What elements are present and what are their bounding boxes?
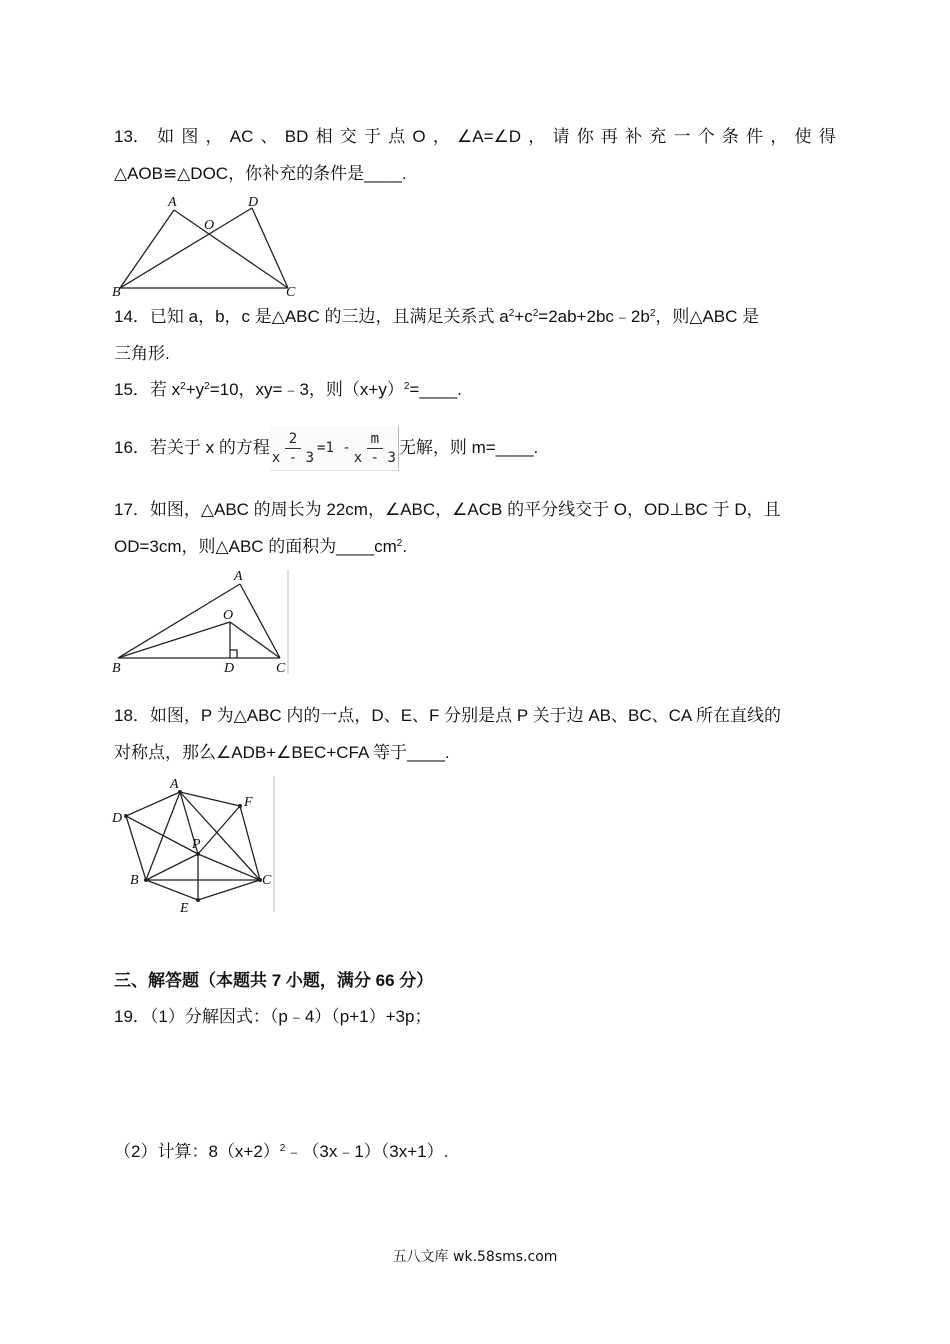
q16-line	[114, 426, 538, 471]
q13-line1-part: 使	[794, 127, 812, 146]
q13-line1-part: AC	[229, 127, 254, 146]
q18-label-e: E	[180, 901, 189, 914]
q14-text-a: 14．已知 a，b，c 是△ABC 的三边，且满足关系式 a	[114, 307, 509, 326]
q16-equation-image	[270, 426, 399, 471]
q13-line1-part: ，	[770, 127, 788, 146]
q14-text-d: ，则△ABC 是	[655, 307, 760, 326]
q17-sup: 2	[396, 538, 403, 549]
q13-line1-part: 件	[746, 127, 764, 146]
q17-label-b: B	[112, 661, 121, 676]
q15-sup1: 2	[180, 381, 186, 392]
q18-label-d: D	[112, 811, 123, 826]
q13-line1-part: 图	[181, 127, 199, 146]
q18-figure	[110, 772, 280, 914]
q16-frac1-num: 2	[285, 430, 301, 449]
q13-label-d: D	[248, 195, 259, 210]
q14-text-c: =2ab+2bc﹣2b	[538, 307, 650, 326]
q15-sup3: 2	[403, 381, 410, 392]
q18-line2: 对称点，那么∠ADB+∠BEC+CFA 等于____.	[114, 743, 450, 762]
q16-text-a: 16．若关于 x 的方程	[114, 438, 270, 457]
q13-line1-part: 如	[157, 127, 175, 146]
q14-sup3: 2	[649, 308, 656, 319]
q17-label-d: D	[224, 661, 235, 676]
q13-line1	[114, 126, 836, 148]
q15-text-a: 15．若 x	[114, 380, 181, 399]
q13-label-a: A	[168, 195, 177, 210]
q13-line1-part: 充	[649, 127, 667, 146]
q17-text-b: .	[402, 537, 408, 556]
q13-line1-part: 相	[315, 127, 333, 146]
footer-watermark: 五八文库 wk.58sms.com	[392, 1249, 558, 1265]
q13-line1-part: 请	[552, 127, 570, 146]
q19-part2-sup: 2	[279, 1143, 286, 1154]
q17-line1: 17．如图，△ABC 的周长为 22cm，∠ABC，∠ACB 的平分线交于 O，OD⊥BC 于 D，且	[114, 500, 781, 519]
section3-heading: 三、解答题（本题共 7 小题，满分 66 分）	[114, 971, 434, 990]
q13-line1-part: O	[412, 127, 426, 146]
q13-line1-part: 得	[818, 127, 836, 146]
q13-label-o: O	[204, 218, 215, 233]
q15-text-d: =____.	[409, 380, 462, 399]
q15-line	[114, 379, 462, 401]
q13-line1-part: 点	[388, 127, 406, 146]
q16-fraction-2	[354, 430, 396, 467]
q17-label-c: C	[276, 661, 286, 676]
q13-line1-part: 条	[721, 127, 739, 146]
q14-line2: 三角形.	[114, 344, 170, 363]
q13-line1-part: ，	[432, 127, 450, 146]
q17-label-o: O	[223, 608, 234, 623]
q17-figure	[110, 566, 292, 676]
q13-line2: △AOB≌△DOC，你补充的条件是____.	[114, 164, 407, 183]
q19-part2-text-b: ﹣（3x﹣1）（3x+1）.	[285, 1142, 449, 1161]
q16-mid: =1 -	[317, 440, 351, 457]
q18-label-a: A	[170, 777, 179, 792]
q15-text-c: =10，xy=﹣3，则（x+y）	[209, 380, 404, 399]
q18-label-c: C	[262, 873, 272, 888]
q13-figure	[110, 192, 305, 300]
q17-line2	[114, 536, 407, 558]
q16-text-b: 无解，则 m=____.	[398, 438, 539, 457]
q13-line1-part: 再	[600, 127, 618, 146]
q14-sup2: 2	[532, 308, 539, 319]
q13-line1-part: 你	[576, 127, 594, 146]
q13-line1-part: 一	[673, 127, 691, 146]
q17-text-a: OD=3cm，则△ABC 的面积为____cm	[114, 537, 397, 556]
q13-line1-part: ，	[205, 127, 223, 146]
q14-sup1: 2	[508, 308, 515, 319]
q18-label-f: F	[244, 795, 253, 810]
q14-text-b: +c	[514, 307, 533, 326]
q13-line1-part: ，	[528, 127, 546, 146]
q19-part2	[114, 1141, 448, 1163]
q13-line1-part: BD	[284, 127, 309, 146]
q13-line1-part: 13．	[114, 127, 150, 146]
q13-line1-part: ∠A=∠D	[457, 127, 522, 146]
q17-label-a: A	[234, 569, 243, 584]
q19-part2-text-a: （2）计算：8（x+2）	[114, 1142, 280, 1161]
q13-line1-part: 补	[625, 127, 643, 146]
q16-fraction-1	[272, 430, 314, 467]
q14-line1	[114, 306, 759, 328]
q16-frac2-den: x - 3	[353, 449, 396, 466]
q15-sup2: 2	[204, 381, 210, 392]
q19-part1: 19．（1）分解因式：（p﹣4）（p+1）+3p；	[114, 1007, 432, 1026]
q18-line1: 18．如图，P 为△ABC 内的一点，D、E、F 分别是点 P 关于边 AB、BC、CA 所在直线的	[114, 706, 782, 725]
q16-frac1-den: x - 3	[271, 449, 315, 466]
q13-line1-part: 交	[339, 127, 357, 146]
q18-label-b: B	[130, 873, 139, 888]
q16-frac2-num: m	[367, 430, 383, 449]
q13-line1-part: 个	[697, 127, 715, 146]
q13-line1-part: 、	[260, 127, 278, 146]
q13-label-b: B	[112, 285, 121, 300]
q13-label-c: C	[286, 285, 296, 300]
q15-text-b: +y	[185, 380, 205, 399]
q18-label-p: P	[192, 837, 201, 852]
q13-line1-part: 于	[364, 127, 381, 146]
